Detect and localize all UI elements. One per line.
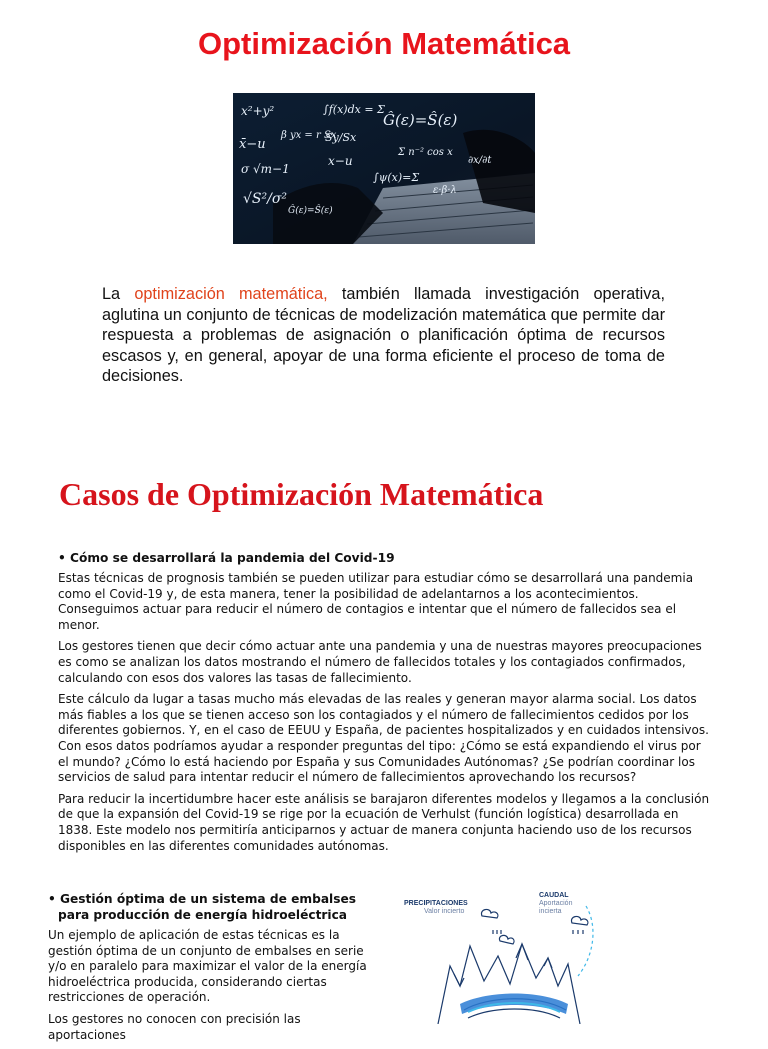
rain-icon [493, 930, 501, 934]
case-covid [58, 550, 712, 860]
svg-text:x̄−u: x̄−u [239, 137, 266, 152]
case-covid-paragraph-2: Los gestores tienen que decir cómo actuar ante una pandemia y una de nuestras mayores preocupaciones es como se analizan los datos mostrando el número de fallecidos totales y los contagiados confirmados, calculando con esos dos valores las tasas de fallecimiento. [58, 639, 702, 685]
svg-text:Ĝ(ε)=Ŝ(ε): Ĝ(ε)=Ŝ(ε) [288, 206, 333, 216]
intro-highlight: optimización matemática, [134, 285, 328, 303]
case-reservoirs-paragraph-1: Un ejemplo de aplicación de estas técnicas es la gestión óptima de un conjunto de embalses en serie y/o en paralelo para maximizar el valor de la energía hidroeléctrica producida, considerando ciertas restricciones de operación. [48, 928, 367, 1005]
case-covid-paragraph-3: Este cálculo da lugar a tasas mucho más elevadas de las reales y generan mayor alarma social. Los datos más fiables a los que se tienen acceso son los contagiados y el número de fallecimientos cedidos por los diferentes gobiernos. Y, en el caso de EEUU y España, de pacientes hospitalizados y en cuidados intensivos. Con esos datos podríamos ayudar a responder preguntas del tipo: ¿Cómo se está expandiendo el virus por el mundo? ¿Cómo lo está haciendo por España y sus Comunidades Autónomas? ¿Se podrían coordinar los servicios de salud para intentar reducir el número de fallecimientos aprovechando los recursos? [58, 692, 709, 785]
svg-text:β yx = r Sx: β yx = r Sx [281, 130, 337, 141]
flow-label: CAUDAL [539, 892, 569, 899]
hero-illustration [233, 93, 535, 244]
svg-text:x−u: x−u [328, 154, 353, 168]
cloud-icon [499, 935, 514, 944]
case-covid-paragraph-1: Estas técnicas de prognosis también se pueden utilizar para estudiar cómo se desarrollará una pandemia como el Covid-19 y, de esta manera, tener la posibilidad de adelantarnos a los acontecimientos. Conseguimos actuar para reducir el número de contagios e intentar que el número de fallecidos sea el menor. [58, 571, 694, 632]
mountains-illustration [398, 886, 638, 1024]
svg-text:∫f(x)dx = Σ: ∫f(x)dx = Σ [323, 103, 385, 116]
intro-lead: La [102, 285, 135, 303]
svg-text:ε·β·λ: ε·β·λ [433, 185, 457, 196]
intro-body: también llamada investigación operativa, aglutina un conjunto de técnicas de modelización matemática que permite dar respuesta a problemas de asignación o planificación óptima de recursos escasos y, en general, apoyar de una forma eficiente el proceso de toma de decisiones. [102, 285, 665, 385]
reservoir-diagram [398, 886, 638, 1024]
svg-text:∂x/∂t: ∂x/∂t [468, 155, 492, 166]
svg-text:σ √m−1: σ √m−1 [241, 162, 290, 176]
page-title: Optimización Matemática [197, 26, 571, 61]
intro-paragraph [102, 284, 665, 387]
section-title: Casos de Optimización Matemática [59, 476, 544, 512]
precipitation-label: PRECIPITACIONES [404, 900, 468, 907]
flow-sublabel-2: incierta [539, 908, 562, 915]
precipitation-sublabel: Valor incierto [424, 908, 465, 915]
svg-text:√S²/σ²: √S²/σ² [243, 191, 288, 207]
math-formulas-laptop-image [233, 93, 535, 244]
cloud-icon [481, 909, 497, 918]
flow-sublabel-1: Aportación [539, 900, 573, 907]
case-covid-paragraph-4: Para reducir la incertidumbre hacer este análisis se barajaron diferentes modelos y llegamos a la conclusión de que la expansión del Covid-19 se rige por la ecuación de Verhulst (función logística) desarrollada en 1838. Este modelo nos permitiría anticiparnos y actuar de manera conjunta haciendo uso de los recursos disponibles en las diferentes comunidades autónomas. [58, 791, 710, 853]
svg-text:Ĝ(ε)=Ŝ(ε): Ĝ(ε)=Ŝ(ε) [383, 111, 458, 129]
case-reservoirs-paragraph-2: Los gestores no conocen con precisión las aportaciones [48, 1011, 301, 1042]
case-reservoirs-heading: • Gestión óptima de un sistema de embalses para producción de energía hidroeléctrica [48, 892, 356, 922]
rain-icon [573, 930, 583, 934]
cloud-icon [571, 916, 587, 925]
svg-text:∫ψ(x)=Σ: ∫ψ(x)=Σ [373, 171, 420, 184]
case-covid-heading: • Cómo se desarrollará la pandemia del Covid-19 [58, 551, 395, 565]
case-reservoirs [48, 891, 378, 1049]
svg-text:Σ n⁻² cos x: Σ n⁻² cos x [398, 147, 453, 158]
svg-text:Sy/Sx: Sy/Sx [325, 131, 357, 144]
svg-text:x²+y²: x²+y² [241, 104, 275, 118]
